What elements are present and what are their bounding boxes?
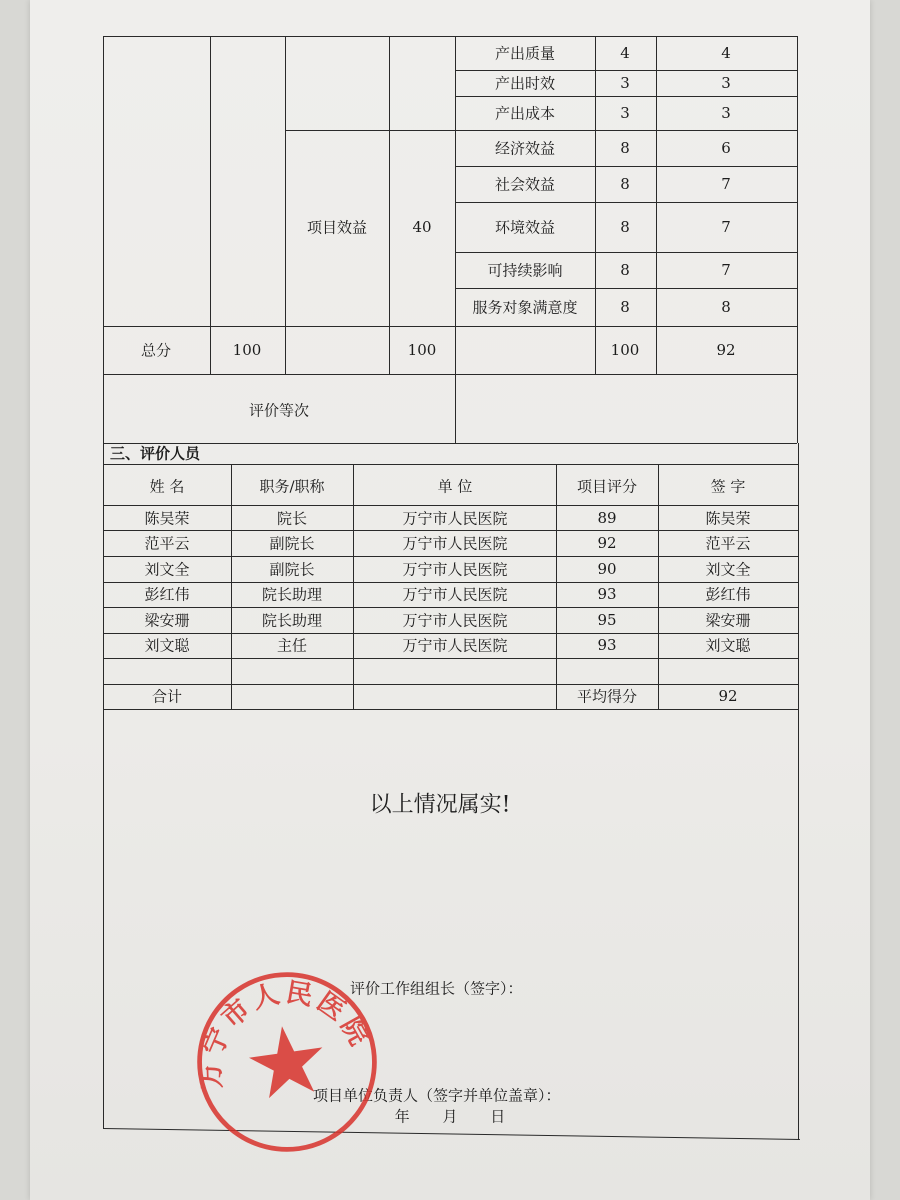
reviewer-name: 刘文全 (144, 560, 190, 579)
total-label: 合计 (151, 687, 183, 706)
reviewer-unit: 万宁市人民医院 (402, 534, 508, 553)
reviewer-title: 主任 (276, 636, 308, 655)
owner-signature-line: 项目单位负责人（签字并单位盖章）： (313, 1086, 561, 1105)
reviewer-name: 范平云 (144, 534, 190, 553)
reviewer-name: 刘文聪 (144, 636, 190, 655)
reviewer-name: 彭红伟 (144, 585, 190, 604)
total-value: 100 (407, 341, 437, 359)
reviewer-score: 93 (597, 636, 617, 654)
weight-cell: 8 (620, 261, 630, 279)
weight-cell: 3 (620, 104, 630, 122)
total-weight: 100 (610, 341, 640, 359)
weight-cell: 8 (620, 218, 630, 236)
reviewer-score: 92 (597, 534, 617, 552)
reviewer-unit: 万宁市人民医院 (402, 560, 508, 579)
reviewer-unit: 万宁市人民医院 (402, 585, 508, 604)
total-score: 92 (716, 341, 736, 359)
indicator-cell: 可持续影响 (487, 261, 563, 280)
date-line: 年 月 日 (394, 1107, 506, 1126)
reviewer-signature: 陈吴荣 (705, 509, 751, 528)
indicator-cell: 环境效益 (494, 218, 556, 237)
score-cell: 7 (721, 261, 731, 279)
reviewer-signature: 刘文全 (705, 560, 751, 579)
reviewer-score: 90 (597, 560, 617, 578)
indicator-cell: 产出成本 (494, 104, 556, 123)
section-title: 三、评价人员 (110, 444, 201, 463)
column-header: 签 字 (710, 477, 746, 496)
score-cell: 7 (721, 175, 731, 193)
reviewer-score: 95 (597, 611, 617, 629)
declaration-statement: 以上情况属实! (369, 792, 511, 818)
reviewer-title: 院长 (276, 509, 308, 528)
score-cell: 7 (721, 218, 731, 236)
reviewer-signature: 彭红伟 (705, 585, 751, 604)
reviewer-name: 梁安珊 (144, 611, 190, 630)
score-cell: 6 (721, 139, 731, 157)
reviewer-title: 院长助理 (261, 611, 323, 630)
column-header: 职务/职称 (259, 477, 325, 496)
column-header: 单 位 (437, 477, 473, 496)
reviewer-signature: 刘文聪 (705, 636, 751, 655)
weight-cell: 8 (620, 139, 630, 157)
reviewer-unit: 万宁市人民医院 (402, 636, 508, 655)
reviewer-title: 院长助理 (261, 585, 323, 604)
reviewer-title: 副院长 (269, 534, 315, 553)
reviewer-title: 副院长 (269, 560, 315, 579)
reviewer-score: 89 (597, 509, 617, 527)
average-label: 平均得分 (576, 687, 638, 706)
score-cell: 3 (721, 104, 731, 122)
reviewer-score: 93 (597, 585, 617, 603)
benefit-label: 项目效益 (306, 218, 368, 237)
indicator-cell: 产出时效 (494, 74, 556, 93)
benefit-weight: 40 (412, 218, 432, 236)
leader-signature-line: 评价工作组组长（签字）： (350, 979, 523, 998)
reviewer-unit: 万宁市人民医院 (402, 509, 508, 528)
indicator-cell: 产出质量 (494, 44, 556, 63)
reviewer-name: 陈吴荣 (144, 509, 190, 528)
weight-cell: 3 (620, 74, 630, 92)
svg-text:万宁市人民医院: 万宁市人民医院 (195, 976, 377, 1090)
score-cell: 3 (721, 74, 731, 92)
score-cell: 4 (721, 44, 731, 62)
column-header: 姓 名 (149, 477, 185, 496)
indicator-cell: 经济效益 (494, 139, 556, 158)
official-seal (180, 955, 395, 1170)
reviewer-signature: 范平云 (705, 534, 751, 553)
total-label: 总分 (140, 341, 172, 360)
total-value: 100 (232, 341, 262, 359)
reviewer-unit: 万宁市人民医院 (402, 611, 508, 630)
indicator-cell: 服务对象满意度 (472, 298, 578, 317)
indicator-cell: 社会效益 (494, 175, 556, 194)
score-cell: 8 (721, 298, 731, 316)
weight-cell: 8 (620, 175, 630, 193)
weight-cell: 4 (620, 44, 630, 62)
average-value: 92 (718, 687, 738, 705)
reviewer-signature: 梁安珊 (705, 611, 751, 630)
grade-label: 评价等次 (248, 401, 310, 420)
column-header: 项目评分 (576, 477, 638, 496)
weight-cell: 8 (620, 298, 630, 316)
